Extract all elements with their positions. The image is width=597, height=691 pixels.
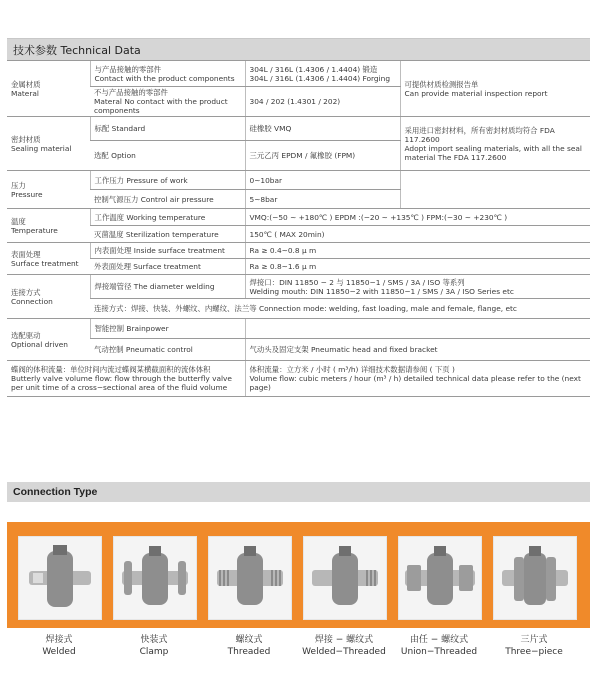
caption-union-threaded: 由任 − 螺纹式 Union−Threaded: [400, 635, 478, 657]
threaded-valve-photo: [208, 536, 292, 620]
table-row: [7, 61, 590, 87]
welded-valve-photo: [18, 536, 102, 620]
row-value: 304L / 316L (1.4306 / 1.4404) 锻造 304L / 316L (1.4306 / 1.4404) Forging: [245, 61, 400, 87]
table-row: [7, 361, 590, 397]
row-note: 可提供材质检测报告单 Can provide material inspection report: [400, 61, 590, 117]
table-row: [7, 117, 590, 141]
table-row: [7, 171, 590, 190]
clamp-valve-photo: [113, 536, 197, 620]
row-label: 外表面处理 Surface treatment: [90, 259, 245, 275]
table-row: [7, 275, 590, 299]
table-row: [7, 243, 590, 259]
row-label: 工作压力 Pressure of work: [90, 171, 245, 190]
row-value: 5~8bar: [245, 190, 400, 209]
row-value: 气动头及固定支架 Pneumatic head and fixed bracket: [245, 339, 590, 361]
row-label: 控制气源压力 Control air pressure: [90, 190, 245, 209]
row-value: [245, 319, 590, 339]
row-value: 304 / 202 (1.4301 / 202): [245, 87, 400, 117]
category-material: 金属材质 Materal: [7, 61, 90, 117]
row-label: 与产品接触的零部件 Contact with the product components: [90, 61, 245, 87]
table-row: [7, 339, 590, 361]
category-temperature: 温度 Temperature: [7, 209, 90, 243]
connection-type-title: Connection Type: [13, 486, 98, 498]
spec-table: [7, 60, 590, 397]
table-row: [7, 259, 590, 275]
row-value: 焊接口：DIN 11850 − 2 与 11850−1 / SMS / 3A / ISO 等系列 Welding mouth: DIN 11850−2 with 11850−1 / SMS / 3A / ISO Series etc: [245, 275, 590, 299]
row-label: 选配 Option: [90, 141, 245, 171]
row-value: 硅橡胶 VMQ: [245, 117, 400, 141]
flow-definition: 蝶阀的体积流量：单位时间内流过蝶阀某横截面积的流体体积 Butterly valve volume flow: flow through the butterfly valve per unit time of a cross−sectional area of the fluid volume: [7, 361, 245, 397]
category-sealing: 密封材质 Sealing material: [7, 117, 90, 171]
row-label: 工作温度 Working temperature: [90, 209, 245, 226]
row-label: 内表面处理 Inside surface treatment: [90, 243, 245, 259]
row-value: Ra ≥ 0.8~1.6 μ m: [245, 259, 590, 275]
row-note-empty: [400, 171, 590, 209]
category-pressure: 压力 Pressure: [7, 171, 90, 209]
category-connection: 连接方式 Connection: [7, 275, 90, 319]
caption-threaded: 螺纹式 Threaded: [227, 635, 271, 657]
section-title: 技术参数 Technical Data: [13, 44, 141, 57]
category-surface: 表面处理 Surface treatment: [7, 243, 90, 275]
welded-threaded-valve-photo: [303, 536, 387, 620]
row-value: 0~10bar: [245, 171, 400, 190]
row-value: VMQ:(−50 ~ +180℃ ) EPDM :(−20 ~ +135℃ ) FPM:(−30 ~ +230℃ ): [245, 209, 590, 226]
table-row: [7, 209, 590, 226]
connection-mode: 连接方式：焊接、快装、外螺纹、内螺纹、法兰等 Connection mode: welding, fast loading, male and female, flange, etc: [90, 299, 590, 319]
row-label: 灭菌温度 Sterilization temperature: [90, 226, 245, 243]
union-threaded-valve-photo: [398, 536, 482, 620]
row-label: 智能控制 Brainpower: [90, 319, 245, 339]
flow-note: 体积流量：立方米 / 小时 ( m³/h) 详细技术数据请参阅 ( 下页 ) Volume flow: cubic meters / hour (m³ / h) detailed technical data please refer to the (next page): [245, 361, 590, 397]
table-row: [7, 226, 590, 243]
row-value: 三元乙丙 EPDM / 氟橡胶 (FPM): [245, 141, 400, 171]
caption-clamp: 快装式 Clamp: [139, 635, 169, 657]
caption-welded: 焊接式 Welded: [42, 635, 76, 657]
row-label: 标配 Standard: [90, 117, 245, 141]
row-label: 气动控制 Pneumatic control: [90, 339, 245, 361]
caption-welded-threaded: 焊接 − 螺纹式 Welded−Threaded: [302, 635, 386, 657]
caption-three-piece: 三片式 Three−piece: [505, 635, 563, 657]
three-piece-valve-photo: [493, 536, 577, 620]
technical-data-header: [7, 38, 590, 61]
row-value: 150℃ ( MAX 20min): [245, 226, 590, 243]
connection-type-header: [7, 482, 590, 502]
row-value: Ra ≥ 0.4~0.8 μ m: [245, 243, 590, 259]
category-driven: 选配驱动 Optional driven: [7, 319, 90, 361]
table-row: [7, 319, 590, 339]
row-note: 采用进口密封材料，所有密封材质均符合 FDA 117.2600 Adopt import sealing materials, with all the seal material The FDA 117.2600: [400, 117, 590, 171]
row-label: 焊接端管径 The diameter welding: [90, 275, 245, 299]
table-row: [7, 299, 590, 319]
row-label: 不与产品接触的零部件 Materal No contact with the product components: [90, 87, 245, 117]
